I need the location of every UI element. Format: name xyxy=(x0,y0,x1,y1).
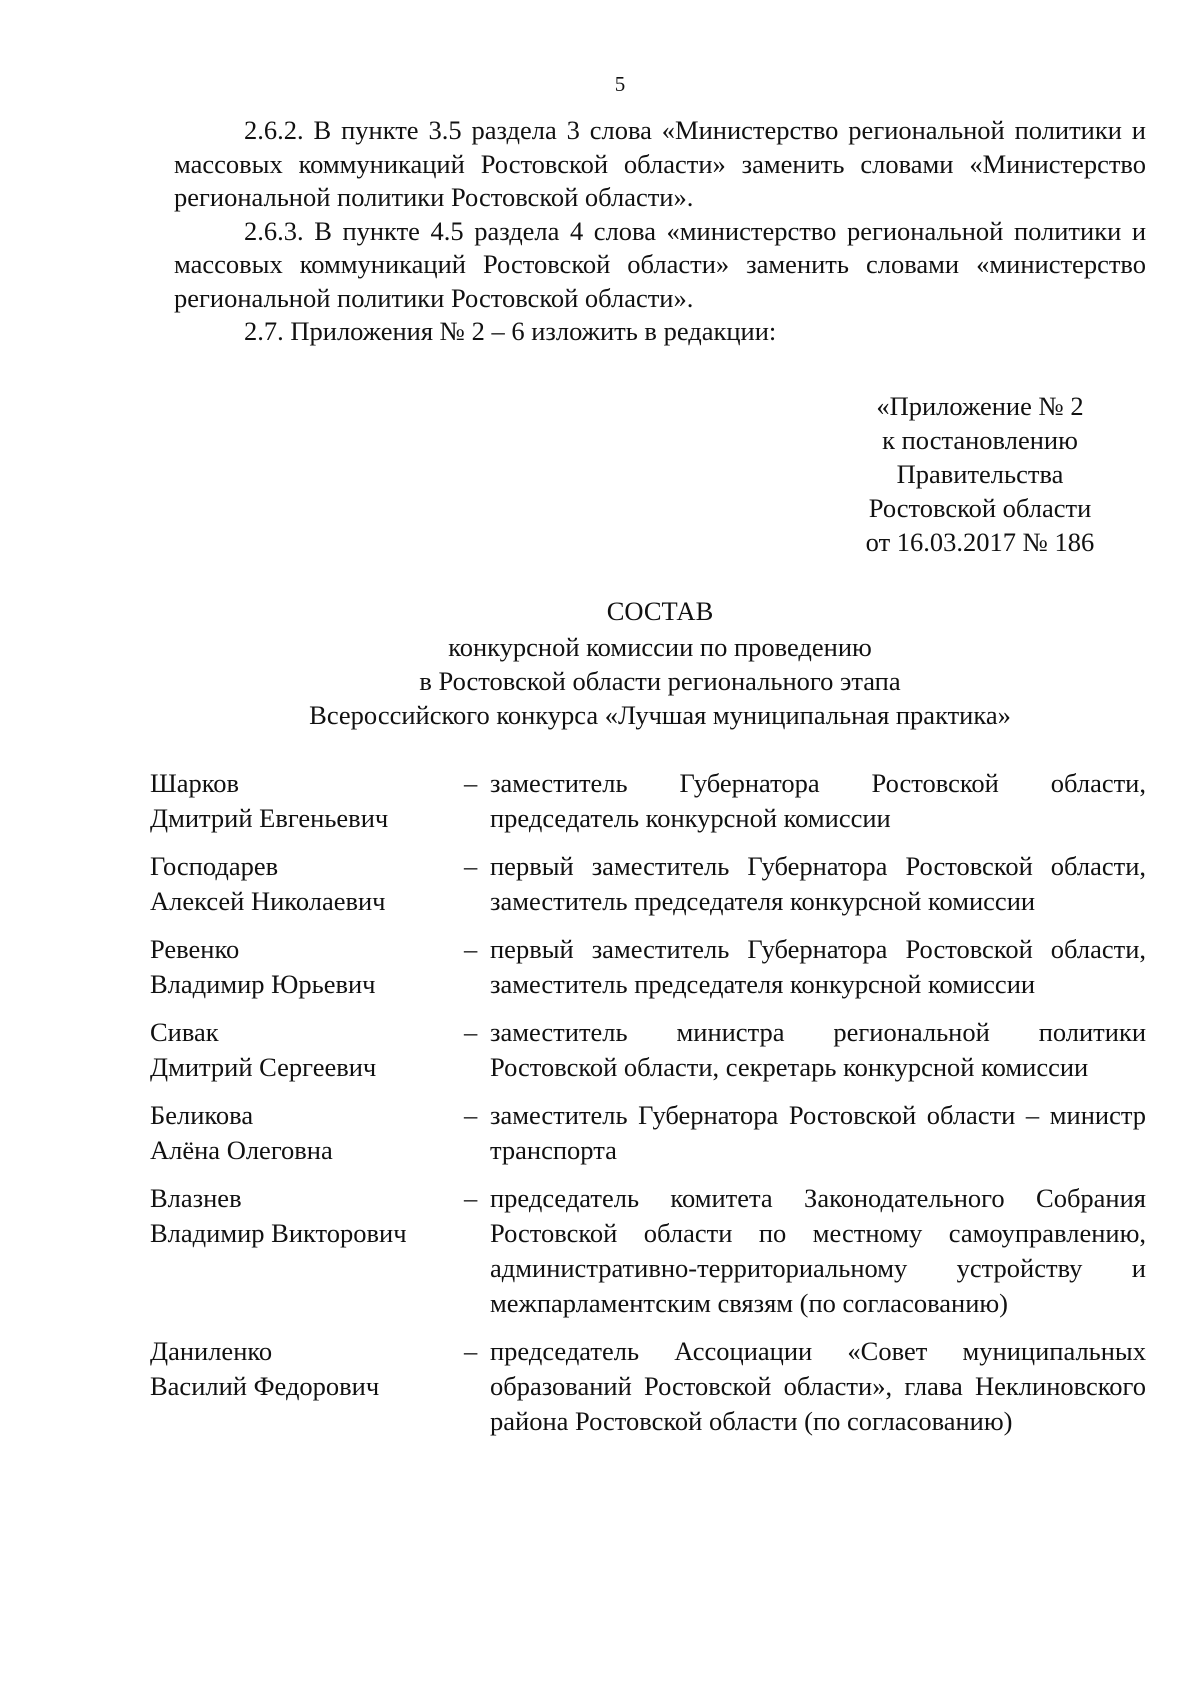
member-row xyxy=(150,1334,1146,1439)
member-given-name: Владимир Викторович xyxy=(150,1218,407,1248)
appendix-line: от 16.03.2017 № 186 xyxy=(865,527,1095,557)
member-given-name: Владимир Юрьевич xyxy=(150,969,376,999)
paragraph-2-7: 2.7. Приложения № 2 – 6 изложить в редакции: xyxy=(244,316,777,346)
member-row xyxy=(150,1181,1146,1321)
member-dash: – xyxy=(464,851,478,881)
member-surname: Ревенко xyxy=(150,934,240,964)
member-name xyxy=(150,1015,464,1085)
member-dash: – xyxy=(464,1100,478,1130)
member-given-name: Алексей Николаевич xyxy=(150,886,386,916)
member-dash: – xyxy=(464,768,478,798)
paragraph-2-6-2: 2.6.2. В пункте 3.5 раздела 3 слова «Министерство региональной политики и массовых коммуникаций Ростовской области» заменить словами «Министерство региональной политики Ростовской области». xyxy=(174,115,1146,212)
appendix-line: «Приложение № 2 xyxy=(876,391,1084,421)
member-row xyxy=(150,932,1146,1002)
title-line: конкурсной комиссии по проведению xyxy=(448,632,872,662)
member-row xyxy=(150,849,1146,919)
member-dash: – xyxy=(464,1336,478,1366)
member-surname: Сивак xyxy=(150,1017,219,1047)
appendix-line: Правительства xyxy=(896,459,1064,489)
member-row xyxy=(150,766,1146,836)
member-role: первый заместитель Губернатора Ростовской области, заместитель председателя конкурсной комиссии xyxy=(490,851,1146,916)
member-surname: Влазнев xyxy=(150,1183,242,1213)
member-given-name: Василий Федорович xyxy=(150,1371,380,1401)
appendix-header xyxy=(850,389,1110,559)
appendix-line: к постановлению xyxy=(882,425,1078,455)
member-dash: – xyxy=(464,1183,478,1213)
amendment-text xyxy=(174,114,1146,349)
member-surname: Даниленко xyxy=(150,1336,273,1366)
member-name xyxy=(150,849,464,919)
member-list xyxy=(150,766,1146,1452)
member-name xyxy=(150,1181,464,1321)
member-given-name: Алёна Олеговна xyxy=(150,1135,333,1165)
member-role: заместитель министра региональной политики Ростовской области, секретарь конкурсной комиссии xyxy=(490,1017,1146,1082)
appendix-line: Ростовской области xyxy=(868,493,1092,523)
member-role: заместитель Губернатора Ростовской области – министр транспорта xyxy=(490,1100,1146,1165)
member-row xyxy=(150,1015,1146,1085)
title-line: Всероссийского конкурса «Лучшая муниципальная практика» xyxy=(309,700,1011,730)
member-name xyxy=(150,766,464,836)
member-name xyxy=(150,932,464,1002)
member-row xyxy=(150,1098,1146,1168)
member-role: председатель комитета Законодательного Собрания Ростовской области по местному самоуправлению, административно-территориальному устройству и межпарламентским связям (по согласованию) xyxy=(490,1183,1146,1318)
member-dash: – xyxy=(464,1017,478,1047)
member-dash: – xyxy=(464,934,478,964)
member-role: первый заместитель Губернатора Ростовской области, заместитель председателя конкурсной комиссии xyxy=(490,934,1146,999)
title-main: СОСТАВ xyxy=(606,596,714,626)
page-number: 5 xyxy=(614,72,626,96)
member-name xyxy=(150,1098,464,1168)
commission-title xyxy=(174,594,1146,732)
member-surname: Господарев xyxy=(150,851,279,881)
member-role: заместитель Губернатора Ростовской области, председатель конкурсной комиссии xyxy=(490,768,1146,833)
member-given-name: Дмитрий Сергеевич xyxy=(150,1052,377,1082)
member-role: председатель Ассоциации «Совет муниципальных образований Ростовской области», глава Неклиновского района Ростовской области (по согласованию) xyxy=(490,1336,1146,1436)
paragraph-2-6-3: 2.6.3. В пункте 4.5 раздела 4 слова «министерство региональной политики и массовых коммуникаций Ростовской области» заменить словами «министерство региональной политики Ростовской области». xyxy=(174,215,1146,313)
title-line: в Ростовской области регионального этапа xyxy=(419,666,901,696)
member-given-name: Дмитрий Евгеньевич xyxy=(150,803,389,833)
member-name xyxy=(150,1334,464,1439)
member-surname: Беликова xyxy=(150,1100,254,1130)
member-surname: Шарков xyxy=(150,768,240,798)
